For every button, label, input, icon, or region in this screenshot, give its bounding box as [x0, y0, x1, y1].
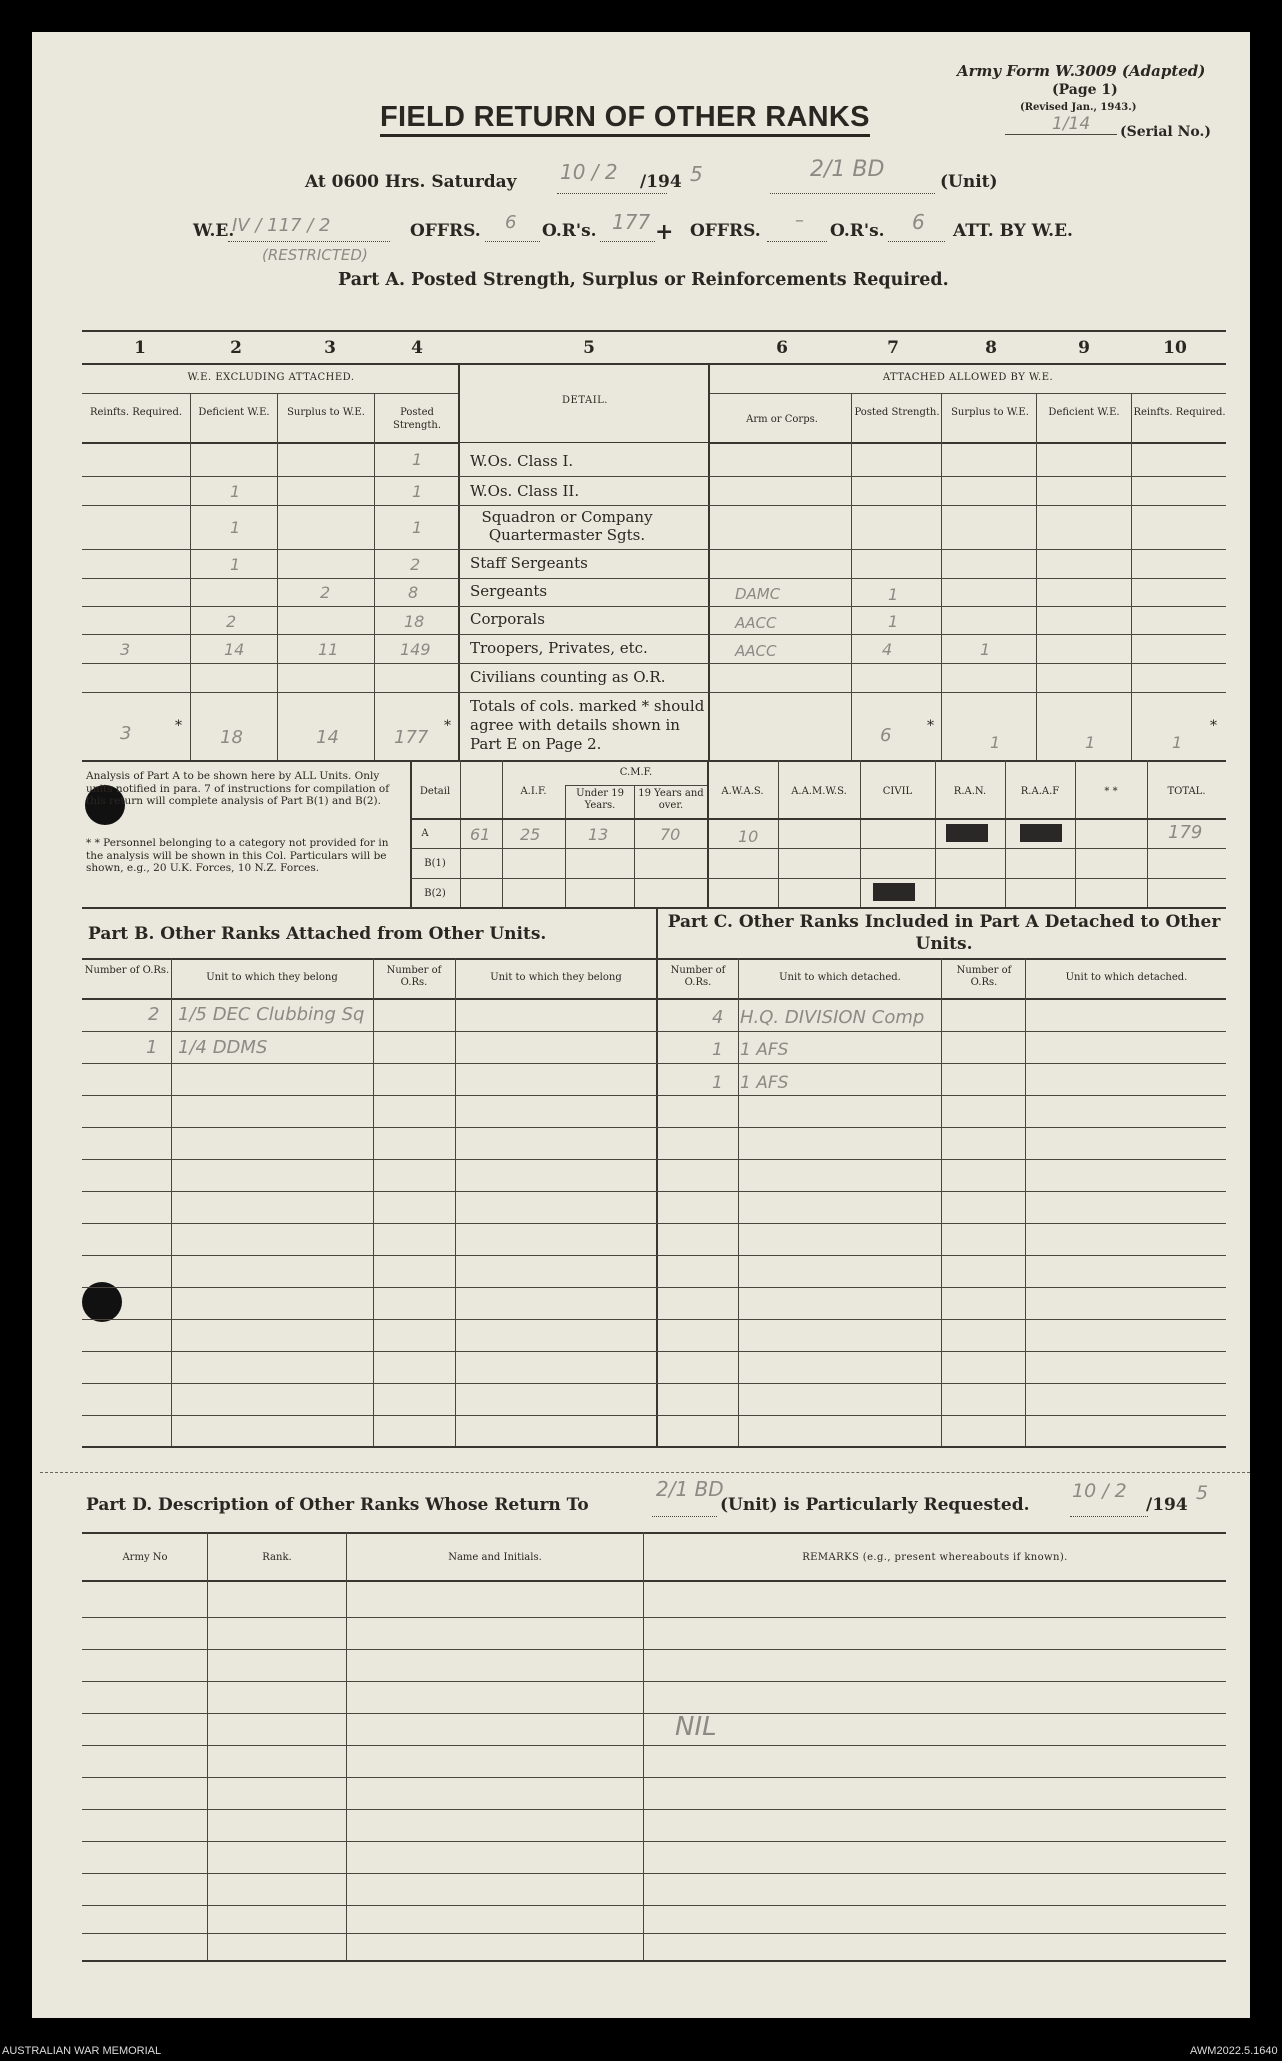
col-num-2: 2 — [230, 338, 242, 358]
offrs2-handwritten: – — [795, 210, 804, 231]
attached-allowed-header: ATTACHED ALLOWED BY W.E. — [882, 372, 1054, 383]
ors-label: O.R's. — [542, 221, 597, 241]
analysis-row-b2: B(2) — [424, 888, 446, 899]
plus-sign: + — [655, 219, 674, 245]
hw-analysis-aif-b: 25 — [520, 825, 541, 844]
posted-strength-right-header: Posted Strength. — [854, 407, 940, 418]
ors2-line — [888, 241, 945, 242]
hw-total-reinfts-att: 1 — [1172, 733, 1183, 752]
detail-cqms: Squadron or Company Quartermaster Sgts. — [481, 508, 653, 544]
date-line — [557, 193, 667, 194]
we-note-handwritten: (RESTRICTED) — [262, 246, 368, 264]
hw-sgt-posted-att: 1 — [888, 585, 899, 604]
col-num-5: 5 — [583, 338, 595, 358]
part-a-title: Part A. Posted Strength, Surplus or Reinforcements Required. — [338, 270, 949, 290]
star-col-4: * — [444, 718, 451, 734]
detail-wo-class-2: W.Os. Class II. — [470, 482, 580, 500]
unit-handwritten: 2/1 BD — [810, 157, 885, 182]
footer-left: AUSTRALIAN WAR MEMORIAL — [2, 2045, 162, 2057]
perforation-line — [40, 1472, 1250, 1473]
offrs-label: OFFRS. — [410, 221, 481, 241]
part-c-num-header-2: Number of O.Rs. — [956, 965, 1012, 988]
rank-header: Rank. — [262, 1552, 292, 1563]
serial-label: (Serial No.) — [1120, 124, 1211, 140]
raaf-header: R.A.A.F — [1020, 786, 1060, 797]
hw-pte-reinfts: 3 — [120, 640, 131, 659]
star-col-7: * — [927, 718, 934, 734]
offrs2-label: OFFRS. — [690, 221, 761, 241]
reinfts-required-header: Reinfts. Required. — [89, 407, 183, 418]
footer-right: AWM2022.5.1640 — [1190, 2045, 1278, 2057]
hw-cpl-posted-att: 1 — [888, 612, 899, 631]
att-label: ATT. BY W.E. — [953, 221, 1073, 241]
unit-line — [770, 193, 935, 194]
hw-part-c-num-3: 1 — [712, 1073, 723, 1093]
hw-wo2-posted: 1 — [412, 482, 423, 501]
col-num-9: 9 — [1078, 338, 1090, 358]
col-num-7: 7 — [887, 338, 899, 358]
ors-handwritten: 177 — [612, 210, 651, 234]
civil-redaction — [873, 883, 915, 901]
hw-total-surplus-att: 1 — [990, 733, 1001, 752]
hw-cpl-posted: 18 — [404, 612, 425, 631]
col-num-6: 6 — [776, 338, 788, 358]
hw-part-c-unit-2: 1 AFS — [740, 1040, 789, 1060]
analysis-row-b1: B(1) — [424, 858, 446, 869]
part-b-unit-header-1: Unit to which they belong — [206, 972, 338, 983]
punch-hole-bottom — [82, 1282, 122, 1322]
ors2-label: O.R's. — [830, 221, 885, 241]
col-num-4: 4 — [411, 338, 423, 358]
hw-part-c-num-2: 1 — [712, 1040, 723, 1060]
under-19-header: Under 19 Years. — [576, 788, 624, 811]
awas-header: A.W.A.S. — [721, 786, 764, 797]
page-number: (Page 1) — [1052, 82, 1118, 98]
deficient-we-header: Deficient W.E. — [198, 407, 270, 418]
army-no-header: Army No — [122, 1552, 168, 1563]
hw-part-c-num-1: 4 — [712, 1007, 724, 1028]
hw-pte-posted-att: 4 — [882, 640, 893, 659]
part-d-title-b: (Unit) is Particularly Requested. — [720, 1495, 1030, 1515]
posted-strength-header: Posted Strength. — [392, 407, 442, 431]
raaf-redaction — [1020, 824, 1062, 842]
part-d-unit-handwritten: 2/1 BD — [656, 1477, 724, 1501]
detail-wo-class-1: W.Os. Class I. — [470, 452, 574, 470]
part-d-year-handwritten: 5 — [1196, 1482, 1209, 1504]
offrs-line — [485, 241, 540, 242]
ran-header: R.A.N. — [953, 786, 987, 797]
hw-cpl-arm: AACC — [735, 614, 777, 632]
we-label: W.E. — [193, 221, 235, 241]
hw-pte-surplus-att: 1 — [980, 640, 991, 659]
aamws-header: A.A.M.W.S. — [791, 786, 847, 797]
at-time-label: At 0600 Hrs. Saturday — [305, 172, 517, 192]
hw-part-c-unit-3: 1 AFS — [740, 1073, 789, 1093]
hw-total-posted: 177 — [394, 727, 429, 748]
hw-pte-posted: 149 — [400, 640, 431, 659]
surplus-we-right-header: Surplus to W.E. — [951, 407, 1029, 418]
analysis-row-a: A — [421, 828, 429, 839]
hw-analysis-under19: 13 — [588, 825, 609, 844]
col-num-1: 1 — [134, 338, 146, 358]
part-d-year-label: /194 — [1146, 1495, 1188, 1515]
hw-cqms-posted: 1 — [412, 518, 423, 537]
reinfts-required-right-header: Reinfts. Required. — [1133, 407, 1226, 418]
part-b-num-header-2: Number of O.Rs. — [386, 965, 442, 988]
hw-pte-deficient: 14 — [224, 640, 245, 659]
hw-sgt-surplus: 2 — [320, 583, 331, 602]
army-form-id: Army Form W.3009 (Adapted) — [957, 62, 1206, 80]
hw-analysis-awas: 10 — [738, 827, 759, 846]
cmf-header: C.M.F. — [619, 767, 653, 778]
detail-civilians: Civilians counting as O.R. — [470, 668, 666, 686]
hw-part-b-num-1: 2 — [148, 1004, 160, 1025]
serial-handwritten: 1/14 — [1052, 114, 1091, 134]
offrs2-line — [767, 241, 827, 242]
part-c-unit-header-2: Unit to which detached. — [1065, 972, 1188, 983]
detail-troopers: Troopers, Privates, etc. — [470, 639, 648, 657]
part-b-unit-header-2: Unit to which they belong — [490, 972, 622, 983]
ors2-handwritten: 6 — [912, 210, 925, 234]
we-excluding-header: W.E. EXCLUDING ATTACHED. — [187, 372, 355, 383]
hw-analysis-over19: 70 — [660, 825, 681, 844]
detail-header: DETAIL. — [562, 395, 608, 406]
form-title: FIELD RETURN OF OTHER RANKS — [380, 100, 870, 137]
hw-total-reinfts: 3 — [120, 723, 132, 744]
part-b-num-header-1: Number of O.Rs. — [84, 965, 170, 976]
name-header: Name and Initials. — [448, 1552, 542, 1563]
hw-cpl-deficient: 2 — [226, 612, 237, 631]
we-line — [228, 241, 390, 242]
part-d-date-handwritten: 10 / 2 — [1072, 1480, 1127, 1502]
year-label: /194 — [640, 172, 682, 192]
star-col-10: * — [1210, 718, 1217, 734]
total-header: TOTAL. — [1167, 786, 1206, 797]
hw-part-b-num-2: 1 — [146, 1037, 158, 1058]
hw-sgt-posted: 8 — [408, 583, 419, 602]
part-c-num-header-1: Number of O.Rs. — [670, 965, 726, 988]
year-handwritten: 5 — [690, 162, 703, 186]
hw-total-deficient: 18 — [220, 727, 243, 748]
analysis-note-1: Analysis of Part A to be shown here by ALL Units. Only units notified in para. 7 of instructions for compilation of this return will complete analysis of Part B(1) and B(2). — [86, 770, 390, 807]
aif-header: A.I.F. — [520, 786, 547, 797]
part-d-title-a: Part D. Description of Other Ranks Whose Return To — [86, 1495, 589, 1515]
detail-corporals: Corporals — [470, 610, 545, 628]
hw-nil: NIL — [675, 1712, 717, 1742]
hw-cqms-deficient: 1 — [230, 518, 241, 537]
ran-redaction — [946, 824, 988, 842]
we-handwritten: IV / 117 / 2 — [232, 215, 331, 236]
star-col-1: * — [175, 718, 182, 734]
arm-corps-header: Arm or Corps. — [746, 414, 818, 425]
hw-wo2-deficient: 1 — [230, 482, 241, 501]
part-d-unit-line — [652, 1516, 717, 1517]
hw-total-deficient-att: 1 — [1085, 733, 1096, 752]
hw-total-surplus: 14 — [316, 727, 339, 748]
surplus-we-header: Surplus to W.E. — [287, 407, 365, 418]
hw-part-b-unit-1: 1/5 DEC Clubbing Sq — [178, 1004, 365, 1025]
offrs-handwritten: 6 — [505, 212, 517, 233]
hw-part-c-unit-1: H.Q. DIVISION Comp — [740, 1007, 925, 1028]
col-num-8: 8 — [985, 338, 997, 358]
revised-date: (Revised Jan., 1943.) — [1020, 102, 1137, 113]
over-19-header: 19 Years and over. — [638, 788, 704, 811]
other-category-header: * * — [1104, 786, 1118, 797]
col-num-10: 10 — [1163, 338, 1187, 358]
hw-total-posted-att: 6 — [880, 725, 892, 746]
detail-staff-sergeants: Staff Sergeants — [470, 554, 588, 572]
detail-totals: Totals of cols. marked * should agree with details shown in Part E on Page 2. — [470, 697, 705, 753]
analysis-note-2: * * Personnel belonging to a category not provided for in the analysis will be shown in this Col. Particulars will be shown, e.g., 20 U.K. Forces, 10 N.Z. Forces. — [86, 837, 389, 874]
detail-sergeants: Sergeants — [470, 582, 548, 600]
hw-wo1-posted: 1 — [412, 450, 423, 469]
hw-analysis-total: 179 — [1168, 822, 1203, 843]
col-num-3: 3 — [324, 338, 336, 358]
serial-line — [1005, 134, 1117, 135]
deficient-we-right-header: Deficient W.E. — [1048, 407, 1120, 418]
hw-ssgt-posted: 2 — [410, 555, 421, 574]
unit-label: (Unit) — [940, 172, 998, 192]
date-handwritten: 10 / 2 — [560, 160, 618, 184]
analysis-detail-header: Detail — [419, 786, 451, 797]
part-c-title: Part C. Other Ranks Included in Part A Detached to Other Units. — [667, 912, 1221, 954]
civil-header: CIVIL — [882, 786, 913, 797]
hw-sgt-arm: DAMC — [735, 585, 781, 603]
part-d-date-line — [1070, 1516, 1148, 1517]
remarks-header: REMARKS (e.g., present whereabouts if known). — [802, 1552, 1068, 1563]
ors-line — [600, 241, 655, 242]
hw-pte-arm: AACC — [735, 642, 777, 660]
part-b-title: Part B. Other Ranks Attached from Other Units. — [88, 924, 547, 944]
hw-analysis-aif-a: 61 — [470, 825, 491, 844]
hw-part-b-unit-2: 1/4 DDMS — [178, 1037, 268, 1058]
hw-ssgt-deficient: 1 — [230, 555, 241, 574]
part-c-unit-header-1: Unit to which detached. — [779, 972, 901, 983]
hw-pte-surplus: 11 — [318, 640, 339, 659]
